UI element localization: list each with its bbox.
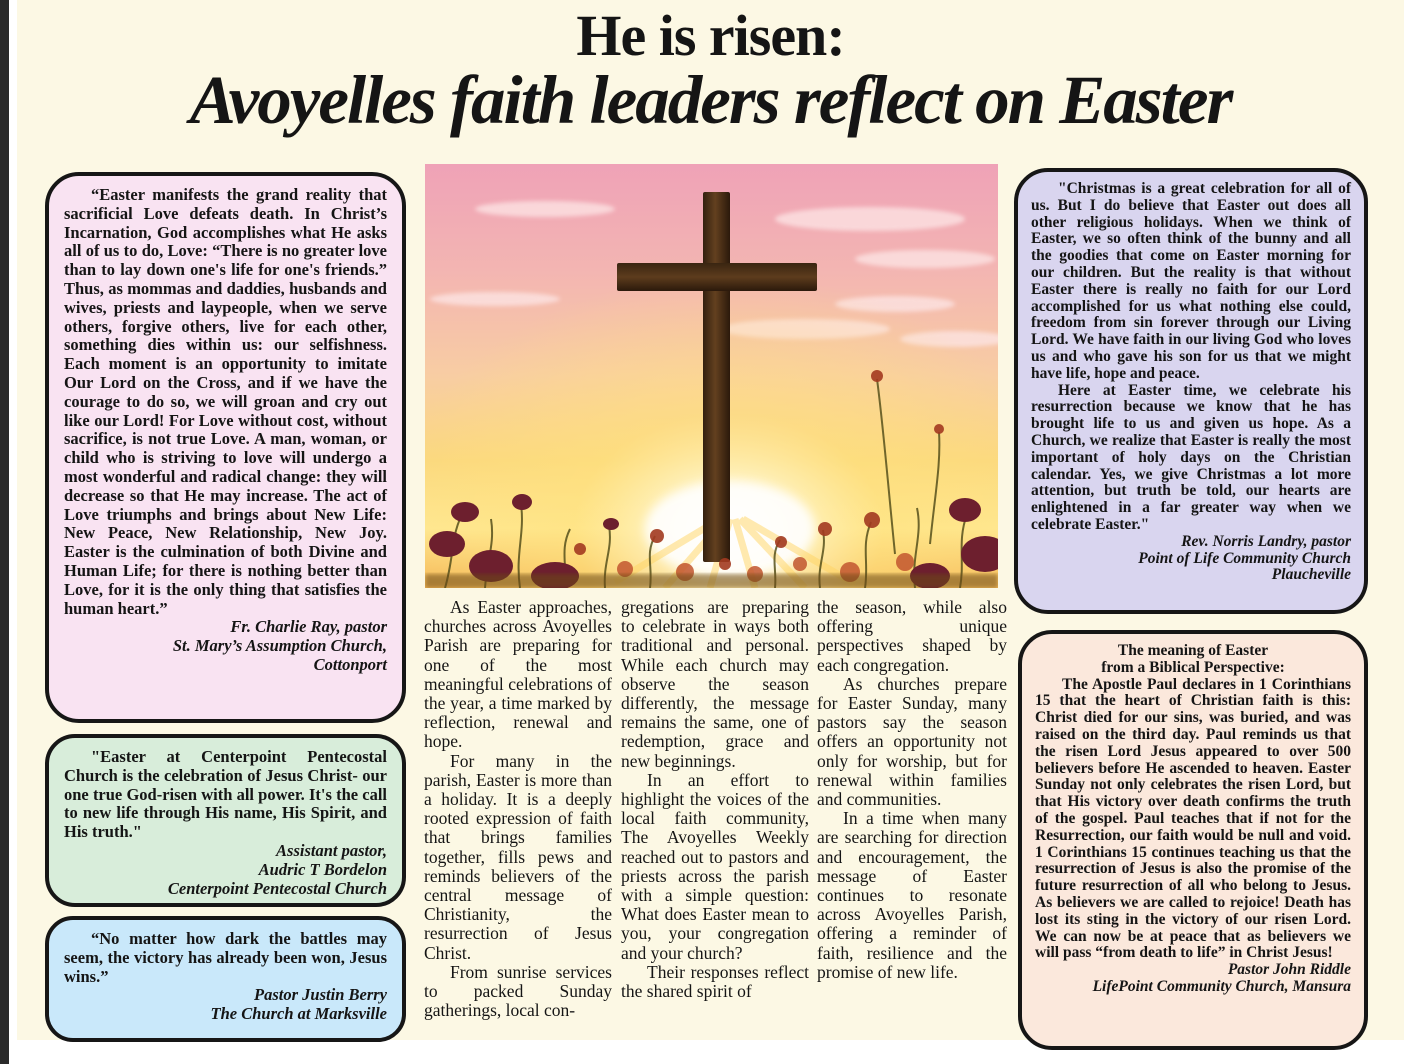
page-left-border [0,0,9,1064]
quote-text: The meaning of Easter from a Biblical Perspective: The Apostle Paul declares in 1 Corinthians 15 that the heart of Christian faith is this: Christ died for our sins, was buried, and was raised on the third day. Paul reminds us that the risen Lord Jesus appeared to over 500 believers before He ascended to heaven. Easter Sunday not only celebrates the risen Lord, but that His victory over death confirms the truth of the gospel. Paul teaches that if not for the Resurrection, our faith would be null and void. 1 Corinthians 15 continues teaching us that the resurrection of Jesus is also the promise of the future resurrection of all who belong to Jesus. As believers we are called to rejoice! Death has lost its sting in the victory of our risen Lord. We can now be at peace that as believers we will pass “from death to life” in Christ Jesus! [1035,642,1351,962]
quote-attribution: Rev. Norris Landry, pastor Point of Life Community Church Plaucheville [1138,532,1351,584]
cross-sunset-photo [425,164,998,588]
quote-attribution: Assistant pastor, Audric T Bordelon Centerpoint Pentecostal Church [167,840,387,898]
quote-text: "Christmas is a great celebration for all of us. But I do believe that Easter out does all other religious holidays. When we think of Easter, we so often think of the bunny and all the goodies that come on Easter morning for our children. But the reality is that without Easter there is really no faith for our Lord accomplished for us what nothing else could, freedom from sin forever through our Living Lord. We have faith in our living God who loves us and who gave his son for us that we might have life, hope and peace. Here at Easter time, we celebrate his resurrection because we know that he has brought life to us and given us hope. As a Church, we realize that Easter is really the most important of holy days on the Christian calendar. Yes, we give Christmas a lot more attention, but truth be told, our hearts are enlightened in a far greater way when we celebrate Easter." [1031,180,1351,533]
quote-box-bordelon [45,734,406,907]
article-column-3: the season, while also offering unique perspectives shaped by each congregation. As churches prepare for Easter Sunday, many pastors say the season offers an opportunity not only for worship, but for renewal within families and communities. In a time when many are searching for direction and encouragement, the message of Easter continues to resonate across Avoyelles Parish, offering a reminder of faith, resilience and the promise of new life. [817,598,1007,982]
quote-box-landry [1014,168,1368,614]
article-column-1: As Easter approaches, churches across Avoyelles Parish are preparing for one of the most meaningful celebrations of the year, a time marked by reflection, renewal and hope. For many in the parish, Easter is more than a holiday. It is a deeply rooted expression of faith that brings families together, fills pews and reminds believers of the central message of Christianity, the resurrection of Jesus Christ. From sunrise services to packed Sunday gatherings, local con- [424,598,612,1021]
quote-box-charlie-ray [45,172,406,723]
quote-attribution: Fr. Charlie Ray, pastor St. Mary’s Assumption Church, Cottonport [172,617,387,674]
quote-text: “Easter manifests the grand reality that sacrificial Love defeats death. In Christ’s Incarnation, God accomplishes what He asks all of us to do, Love: “There is no greater love than to lay down one's life for one's friends.” Thus, as mommas and daddies, husbands and wives, priests and laypeople, when we serve others, forgive others, live for each other, something dies within us: our selfishness. Each moment is an opportunity to imitate Our Lord on the Cross, and if we have the courage to do so, we will groan and cry out like our Lord! For Love without cost, without sacrifice, is not true Love. A man, woman, or child who is striving to love will undergo a most wonderful and radical change: they will decrease so that He may increase. The act of Love triumphs and brings about New Life: New Peace, New Relationship, New Joy. Easter is the culmination of both Divine and Human Life; for there is nothing better than Love, for it is the only thing that satisfies the human heart.” [64,185,387,618]
quote-box-berry [45,916,406,1042]
quote-box-riddle [1018,630,1368,1050]
page-title: Avoyelles faith leaders reflect on Easter [189,62,1232,138]
quote-text: “No matter how dark the battles may seem, the victory has already been won, Jesus wins.” [64,929,387,986]
quote-attribution: Pastor Justin Berry The Church at Marksville [210,985,387,1024]
quote-attribution: Pastor John Riddle LifePoint Community Church, Mansura [1092,961,1351,995]
headline-kicker: He is risen: [576,3,845,68]
quote-text: "Easter at Centerpoint Pentecostal Church is the celebration of Jesus Christ- our one true God-risen with all power. It's the call to new life through His name, His Spirit, and His truth." [64,747,387,842]
article-column-2: gregations are preparing to celebrate in ways both traditional and personal. While each church may observe the season differently, the message remains the same, one of redemption, grace and new beginnings. In an effort to highlight the voices of the local faith community, The Avoyelles Weekly reached out to pastors and priests across the parish with a simple question: What does Easter mean to you, your congregation and your church? Their responses reflect the shared spirit of [621,598,809,1002]
